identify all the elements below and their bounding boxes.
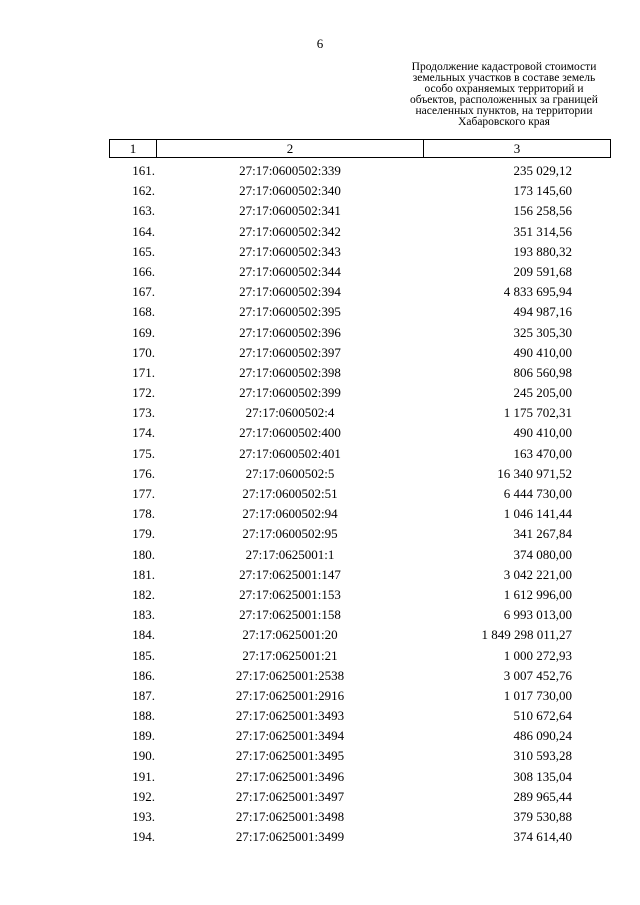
table-row: [0, 746, 640, 766]
cadastral-value: 6 993 013,00: [503, 607, 572, 623]
cadastral-value: 1 175 702,31: [503, 405, 572, 421]
cadastral-number: 27:17:0625001:153: [239, 586, 341, 602]
table-row: [0, 242, 640, 262]
cadastral-value: 3 042 221,00: [503, 566, 572, 582]
row-number: 163.: [132, 203, 155, 219]
row-number: 179.: [132, 526, 155, 542]
table-row: [0, 201, 640, 221]
table-row: [0, 161, 640, 181]
cadastral-number: 27:17:0625001:3497: [235, 788, 345, 804]
row-number: 165.: [132, 243, 155, 259]
table-row: [0, 323, 640, 343]
row-number: 193.: [132, 809, 155, 824]
table-row: [0, 262, 640, 282]
table-row: [0, 444, 640, 464]
table-row: [0, 464, 640, 484]
table-row: [0, 827, 640, 847]
row-number: 170.: [132, 344, 155, 360]
cadastral-number: 27:17:0625001:3493: [235, 708, 345, 724]
cadastral-value: 4 833 695,94: [503, 284, 572, 300]
table-row: [0, 625, 640, 645]
cadastral-number: 27:17:0600502:51: [242, 486, 338, 501]
column-header-row: [110, 140, 611, 158]
cadastral-value: 490 410,00: [513, 344, 572, 360]
cadastral-value: 325 305,30: [513, 324, 572, 340]
row-number: 192.: [132, 788, 155, 804]
row-number: 177.: [132, 486, 155, 501]
row-number: 184.: [132, 627, 155, 643]
row-number: 167.: [132, 284, 155, 300]
cadastral-value: 3 007 452,76: [503, 667, 572, 683]
cadastral-value: 341 267,84: [513, 526, 572, 542]
caption-line: Продолжение кадастровой стоимости: [411, 61, 597, 73]
cadastral-number: 27:17:0625001:3498: [235, 809, 345, 824]
table-row: [0, 383, 640, 403]
cadastral-number: 27:17:0600502:4: [245, 405, 335, 421]
cadastral-number: 27:17:0600502:396: [239, 324, 341, 340]
caption-line: особо охраняемых территорий и: [424, 83, 584, 95]
row-number: 162.: [132, 183, 155, 199]
row-number: 186.: [132, 667, 155, 683]
column-header-3: 3: [424, 140, 611, 158]
cadastral-number: 27:17:0600502:95: [242, 526, 338, 542]
table-row: [0, 545, 640, 565]
cadastral-value: 310 593,28: [513, 748, 572, 764]
cadastral-value: 1 612 996,00: [503, 586, 572, 602]
row-number: 191.: [132, 768, 155, 784]
table-body: [0, 161, 640, 847]
cadastral-value: 1 017 730,00: [503, 687, 572, 703]
cadastral-number: 27:17:0600502:400: [239, 425, 341, 441]
cadastral-number: 27:17:0625001:2538: [235, 667, 345, 683]
table-row: [0, 504, 640, 524]
cadastral-number: 27:17:0625001:3494: [235, 728, 345, 744]
cadastral-number: 27:17:0600502:344: [239, 263, 341, 279]
caption-line: земельных участков в составе земель: [412, 72, 596, 84]
table-row: [0, 706, 640, 726]
cadastral-number: 27:17:0625001:3499: [235, 829, 345, 845]
cadastral-value: 1 849 298 011,27: [481, 627, 572, 643]
cadastral-number: 27:17:0625001:21: [242, 647, 338, 663]
cadastral-number: 27:17:0625001:3496: [235, 768, 345, 784]
row-number: 185.: [132, 647, 155, 663]
row-number: 175.: [132, 445, 155, 461]
table-row: [0, 484, 640, 504]
column-header-2: 2: [157, 140, 424, 158]
table-caption: [386, 62, 622, 128]
cadastral-number: 27:17:0600502:399: [239, 385, 341, 401]
cadastral-number: 27:17:0600502:398: [239, 364, 341, 380]
table-row: [0, 423, 640, 443]
table-row: [0, 343, 640, 363]
cadastral-value: 1 000 272,93: [503, 647, 572, 663]
row-number: 182.: [132, 586, 155, 602]
cadastral-number: 27:17:0625001:1: [245, 546, 335, 562]
cadastral-number: 27:17:0625001:158: [239, 607, 341, 623]
cadastral-value: 1 046 141,44: [503, 506, 572, 522]
table-row: [0, 302, 640, 322]
row-number: 169.: [132, 324, 155, 340]
cadastral-value: 486 090,24: [513, 728, 572, 744]
table-row: [0, 282, 640, 302]
cadastral-value: 209 591,68: [513, 263, 572, 279]
row-number: 173.: [132, 405, 155, 421]
table-row: [0, 726, 640, 746]
caption-line: населенных пунктов, на территории: [415, 105, 593, 117]
cadastral-number: 27:17:0625001:3495: [235, 748, 345, 764]
cadastral-value: 173 145,60: [513, 183, 572, 199]
cadastral-number: 27:17:0600502:5: [245, 465, 335, 481]
row-number: 172.: [132, 385, 155, 401]
table-row: [0, 605, 640, 625]
table-row: [0, 646, 640, 666]
cadastral-number: 27:17:0600502:94: [242, 506, 338, 522]
row-number: 180.: [132, 546, 155, 562]
cadastral-value: 510 672,64: [513, 708, 572, 724]
row-number: 189.: [132, 728, 155, 744]
row-number: 176.: [132, 465, 155, 481]
row-number: 171.: [132, 364, 155, 380]
column-header-1: 1: [110, 140, 157, 158]
table-row: [0, 181, 640, 201]
table-row: [0, 686, 640, 706]
cadastral-value: 235 029,12: [513, 163, 572, 178]
cadastral-value: 6 444 730,00: [503, 486, 572, 501]
row-number: 174.: [132, 425, 155, 441]
cadastral-number: 27:17:0600502:339: [239, 163, 341, 178]
cadastral-number: 27:17:0625001:2916: [235, 687, 345, 703]
table-row: [0, 565, 640, 585]
column-header-table: [109, 139, 611, 158]
row-number: 166.: [132, 263, 155, 279]
table-row: [0, 767, 640, 787]
page-number: 6: [316, 36, 324, 51]
caption-line: Хабаровского края: [458, 116, 550, 128]
cadastral-value: 289 965,44: [513, 788, 572, 804]
row-number: 164.: [132, 223, 155, 239]
cadastral-number: 27:17:0600502:395: [239, 304, 341, 320]
cadastral-number: 27:17:0600502:401: [239, 445, 341, 461]
row-number: 181.: [132, 566, 155, 582]
cadastral-number: 27:17:0600502:341: [239, 203, 341, 219]
cadastral-value: 806 560,98: [513, 364, 572, 380]
cadastral-value: 245 205,00: [513, 385, 572, 401]
cadastral-number: 27:17:0600502:343: [239, 243, 341, 259]
row-number: 188.: [132, 708, 155, 724]
row-number: 168.: [132, 304, 155, 320]
cadastral-number: 27:17:0600502:397: [239, 344, 341, 360]
cadastral-value: 308 135,04: [513, 768, 572, 784]
cadastral-number: 27:17:0600502:340: [239, 183, 341, 199]
table-row: [0, 807, 640, 827]
cadastral-value: 374 614,40: [513, 829, 572, 845]
cadastral-value: 379 530,88: [513, 809, 572, 824]
cadastral-value: 374 080,00: [513, 546, 572, 562]
table-row: [0, 403, 640, 423]
cadastral-value: 193 880,32: [513, 243, 572, 259]
table-row: [0, 222, 640, 242]
caption-line: объектов, расположенных за границей: [410, 94, 598, 106]
cadastral-number: 27:17:0600502:342: [239, 223, 341, 239]
table-row: [0, 524, 640, 544]
table-row: [0, 585, 640, 605]
cadastral-value: 351 314,56: [513, 223, 572, 239]
cadastral-number: 27:17:0600502:394: [239, 284, 341, 300]
row-number: 190.: [132, 748, 155, 764]
cadastral-value: 490 410,00: [513, 425, 572, 441]
cadastral-value: 16 340 971,52: [497, 465, 572, 481]
row-number: 194.: [132, 829, 155, 845]
row-number: 178.: [132, 506, 155, 522]
cadastral-number: 27:17:0625001:147: [239, 566, 341, 582]
table-row: [0, 787, 640, 807]
cadastral-number: 27:17:0625001:20: [242, 627, 338, 643]
row-number: 161.: [132, 163, 155, 178]
row-number: 187.: [132, 687, 155, 703]
cadastral-value: 494 987,16: [513, 304, 572, 320]
row-number: 183.: [132, 607, 155, 623]
cadastral-value: 156 258,56: [513, 203, 572, 219]
table-row: [0, 363, 640, 383]
table-row: [0, 666, 640, 686]
cadastral-value: 163 470,00: [513, 445, 572, 461]
